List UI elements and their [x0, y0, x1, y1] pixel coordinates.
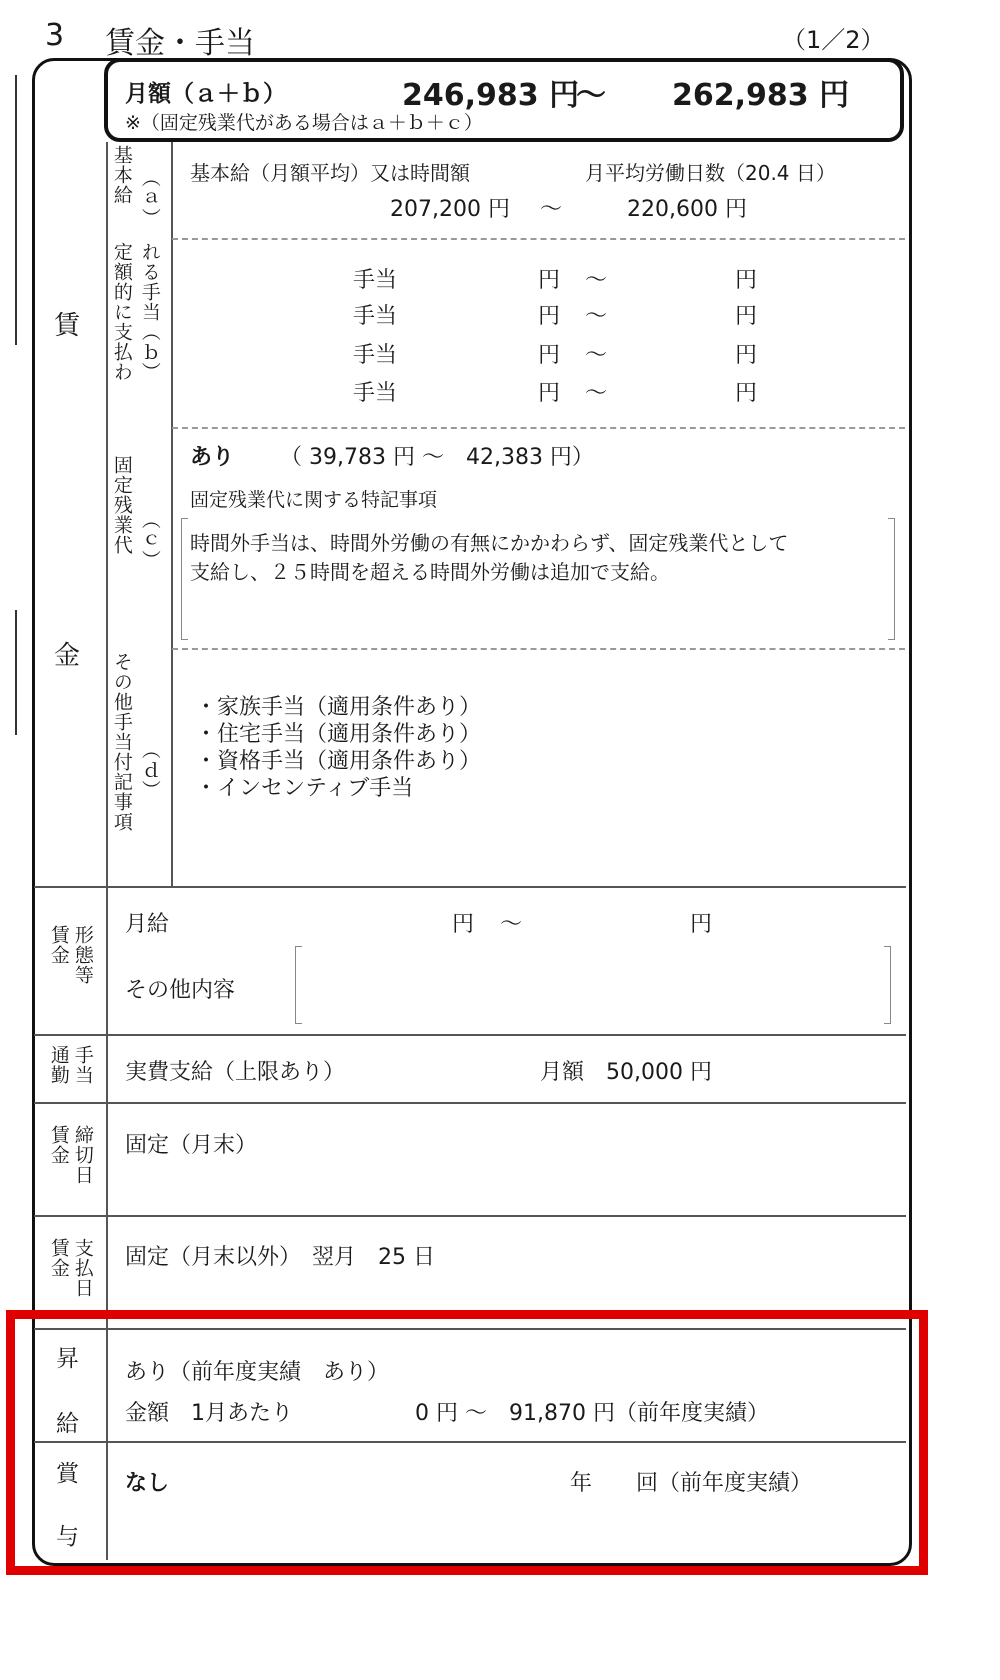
separator: [172, 648, 905, 650]
raise-amount-range: 0 円 ～ 91,870 円（前年度実績）: [415, 1401, 769, 1426]
commute-vlabel-2: 手当: [71, 1045, 94, 1085]
wage-yen: 円: [690, 912, 713, 937]
base-salary-vlabel: 基本給: [110, 145, 133, 205]
separator: [172, 427, 905, 429]
allowance-yen: 円: [735, 304, 758, 329]
monthly-total-tilde: ～: [576, 78, 606, 113]
fixed-overtime-status: あり: [190, 445, 235, 470]
bonus-status: なし: [125, 1471, 170, 1496]
other-content-bracket-right: [884, 946, 891, 1024]
allowance-yen: 円: [538, 381, 561, 406]
bonus-vlabel-top: 賞: [56, 1461, 79, 1487]
other-allowances-vlabel: その他手当付記事項: [110, 652, 133, 832]
bonus-vlabel-bottom: 与: [56, 1524, 79, 1550]
overtime-note-line: 支給し、２５時間を超える時間外労働は追加で支給。: [190, 560, 670, 584]
section-title: 賃金・手当: [105, 26, 255, 61]
raise-status: あり（前年度実績 あり）: [125, 1360, 390, 1385]
highlight-frame: [6, 1310, 928, 1575]
cutoff-text: 固定（月末）: [125, 1133, 258, 1158]
allowance-name: 手当: [353, 381, 398, 406]
raise-vlabel-top: 昇: [56, 1346, 79, 1372]
page-indicator: （1／2）: [782, 26, 885, 54]
overtime-note-line: 時間外手当は、時間外労働の有無にかかわらず、固定残業代として: [190, 531, 789, 555]
allowance-yen: 円: [538, 304, 561, 329]
margin-mark: [15, 75, 17, 345]
base-salary-max: 220,600 円: [627, 197, 747, 222]
raise-amount-label: 金額 1月あたり: [125, 1401, 293, 1426]
special-notes-label: 固定残業代に関する特記事項: [190, 489, 438, 511]
allowance-name: 手当: [353, 268, 398, 293]
commute-text: 実費支給（上限あり）: [125, 1060, 346, 1085]
notes-bracket-right: [888, 518, 895, 640]
monthly-total-note: ※（固定残業代がある場合はａ＋ｂ＋ｃ）: [125, 112, 483, 134]
wage-yen: 円: [452, 912, 475, 937]
other-allowance-item: ・インセンティブ手当: [195, 776, 414, 801]
side-label-wage-bottom: 金: [54, 641, 81, 671]
monthly-total-min: 246,983 円: [402, 78, 580, 113]
separator: [34, 1034, 906, 1036]
separator: [34, 1215, 906, 1217]
payday-vlabel: 賃金: [47, 1238, 70, 1278]
cutoff-vlabel-2: 締切日: [71, 1125, 94, 1185]
cutoff-vlabel: 賃金: [47, 1125, 70, 1165]
base-salary-vlabel-mark: （ａ）: [138, 168, 161, 228]
allowance-yen: 円: [538, 343, 561, 368]
fixed-overtime-vlabel-mark: （ｃ）: [138, 510, 161, 570]
allowance-yen: 円: [735, 268, 758, 293]
notes-bracket-left: [181, 518, 188, 640]
bonus-times: 年 回（前年度実績）: [570, 1471, 813, 1496]
other-allowance-item: ・家族手当（適用条件あり）: [195, 695, 482, 720]
sublabel-column-divider: [171, 142, 173, 887]
wage-type: 月給: [125, 912, 170, 937]
separator: [172, 238, 905, 240]
payday-text: 固定（月末以外） 翌月 25 日: [125, 1245, 435, 1270]
work-days: 月平均労働日数（20.4 日）: [585, 161, 836, 185]
monthly-total-label: 月額（ａ＋ｂ）: [125, 81, 286, 107]
allowance-yen: 円: [538, 268, 561, 293]
separator: [34, 1102, 906, 1104]
base-salary-label: 基本給（月額平均）又は時間額: [190, 161, 470, 185]
fixed-allowance-vlabel: 定額的に支払わ: [110, 242, 133, 382]
wage-form-vlabel: 賃金: [47, 925, 70, 965]
other-allowance-item: ・住宅手当（適用条件あり）: [195, 722, 482, 747]
monthly-total-max: 262,983 円: [672, 78, 850, 113]
other-allowance-item: ・資格手当（適用条件あり）: [195, 749, 482, 774]
allowance-yen: 円: [735, 381, 758, 406]
base-salary-tilde: ～: [540, 197, 563, 222]
margin-mark: [15, 610, 17, 735]
other-allowances-vlabel-mark: （ｄ）: [138, 740, 161, 800]
section-number: 3: [45, 18, 65, 53]
fixed-overtime-range: （ 39,783 円 ～ 42,383 円）: [280, 445, 594, 470]
fixed-overtime-vlabel: 固定残業代: [110, 455, 133, 555]
allowance-name: 手当: [353, 343, 398, 368]
allowance-name: 手当: [353, 304, 398, 329]
allowance-tilde: ～: [585, 381, 608, 406]
allowance-tilde: ～: [585, 268, 608, 293]
commute-monthly: 月額 50,000 円: [540, 1060, 712, 1085]
raise-vlabel-bottom: 給: [56, 1411, 79, 1437]
allowance-yen: 円: [735, 343, 758, 368]
side-label-wage-top: 賃: [54, 311, 81, 341]
allowance-tilde: ～: [585, 304, 608, 329]
payday-vlabel-2: 支払日: [71, 1238, 94, 1298]
base-salary-min: 207,200 円: [390, 197, 510, 222]
commute-vlabel: 通勤: [47, 1045, 70, 1085]
fixed-allowance-vlabel-2: れる手当（ｂ）: [138, 242, 161, 382]
wage-form-vlabel-2: 形態等: [71, 925, 94, 985]
allowance-tilde: ～: [585, 343, 608, 368]
separator: [34, 886, 906, 888]
other-content-bracket-left: [295, 946, 302, 1024]
wage-tilde: ～: [500, 912, 523, 937]
other-content-label: その他内容: [125, 978, 236, 1003]
